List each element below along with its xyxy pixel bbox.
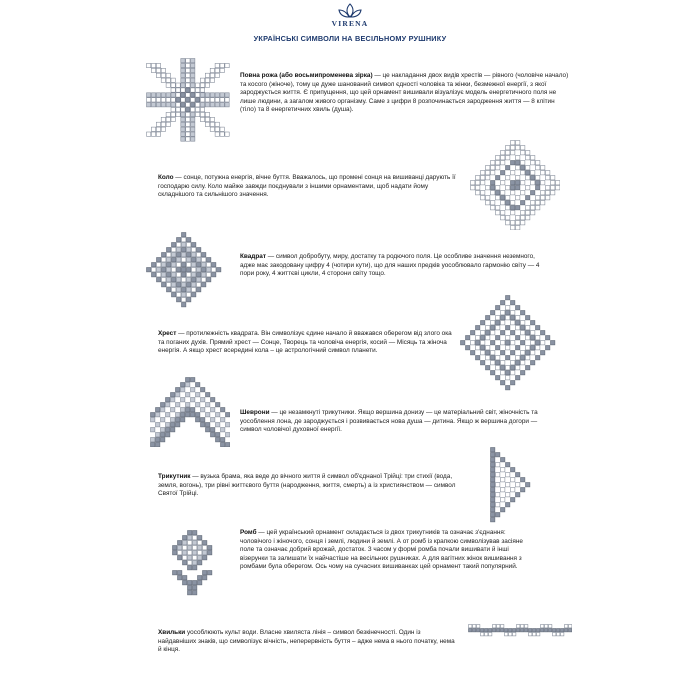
section-waves — [158, 629, 458, 655]
section-circle — [158, 174, 460, 200]
cross-motif-icon — [460, 295, 556, 391]
section-term: Трикутник — [158, 473, 191, 480]
section-full-rose — [240, 72, 570, 115]
section-triangle — [158, 473, 473, 499]
section-description: — сонце, потужна енергія, вічне буття. Вважалось, що промені сонця на вишиванці дарують її господарю силу. Коло майже завжди поєднували з іншими орнаментами, щоб надати йому складнішого та сильнішого значення. — [158, 174, 456, 199]
section-chevrons — [240, 409, 545, 435]
section-term: Хвильки — [158, 629, 186, 636]
section-term: Коло — [158, 174, 174, 181]
brand-name: VIRENA — [331, 19, 369, 28]
section-term: Хрест — [158, 330, 177, 337]
section-description: — цей український орнамент складається із двох трикутників та означає з'єднання: чоловічого і жіночого, сонця і землі, людини й землі. А от ромб із крапкою символізував засіяне поле та означає добрий врожай, достаток. З часом у формі ромба почали вишивати й інші візерунки та залишати їх найчастіше на весільних рушниках. А для вагітних жінок вишивання з ромбами була оберегом. Ось чому на сучасних вишиванках цей орнамент такий популярний. — [240, 529, 523, 571]
section-term: Шеврони — [240, 409, 270, 416]
section-rhombus — [240, 529, 538, 572]
section-description: — це накладання двох видів хрестів — рівного (чоловіче начало) та косого (жіноче), тому це дуже шанований символ єдності чоловіка та жінки, безмежної енергії, з якої зароджується життя. Є припущення, що цей орнамент вишивали візуалізує модель енергетичного поля не лише людини, а загалом живого організму. Саме з цифри 8 розпочинається зародження життя — 8 клітин (тіло) та 8 енергетичних хвиль (душа). — [240, 72, 569, 114]
circle-motif-icon — [470, 140, 560, 230]
full-rose-motif-icon — [146, 58, 230, 142]
section-description: — вузька брама, яка веде до вічного життя й символ об'єднаної Трійці: три стихії (вода, земля, вогонь), три рівні життєвого буття (народження, життя, смерть) а із християнством — символ Святої Трійці. — [158, 473, 456, 498]
section-description: уособлюють культ води. Власне хвиляста лінія – символ безкінечності. Один із найдавніших знаків, що символізує вічність, неперервність буття – адже нема в нього початку, нема й кінця. — [158, 629, 455, 654]
section-term: Квадрат — [240, 253, 266, 260]
waves-motif-icon — [468, 624, 572, 642]
page-title: УКРАЇНСЬКІ СИМВОЛИ НА ВЕСІЛЬНОМУ РУШНИКУ — [253, 34, 447, 43]
section-description: — протилежність квадрата. Він символізує єдине начало й вважався оберегом від злого ока та поганих духів. Прямий хрест — Сонце, Творець та чоловіча енергія, косий — Місяць та жіноча енергія. А якщо хрест всередині кола – це астрологічний символ планети. — [158, 330, 452, 355]
rhombus-motif-icon — [152, 525, 232, 597]
section-cross — [158, 330, 458, 356]
section-description: — символ добробуту, миру, достатку та родючого поля. Це особливе значення неземного, адже має закодовану цифру 4 (чотири кути), що для наших предків уособлювало гармонію світу — 4 пори року, 4 життєві цикли, 4 сторони світу тощо. — [240, 253, 540, 278]
section-square — [240, 253, 540, 279]
section-description: — це незамкнуті трикутники. Якщо вершина донизу — це матеріальний світ, жіночність та уособлення лона, де зароджується і розвивається нова душа — дитина. Якщо ж вершина догори — символ чоловічої духовної енергії. — [240, 409, 538, 434]
triangle-motif-icon — [490, 447, 540, 523]
section-term: Ромб — [240, 529, 257, 536]
square-motif-icon — [146, 232, 222, 308]
chevrons-motif-icon — [150, 377, 230, 447]
section-term: Повна рожа (або восьмипроменева зірка) — [240, 72, 373, 79]
